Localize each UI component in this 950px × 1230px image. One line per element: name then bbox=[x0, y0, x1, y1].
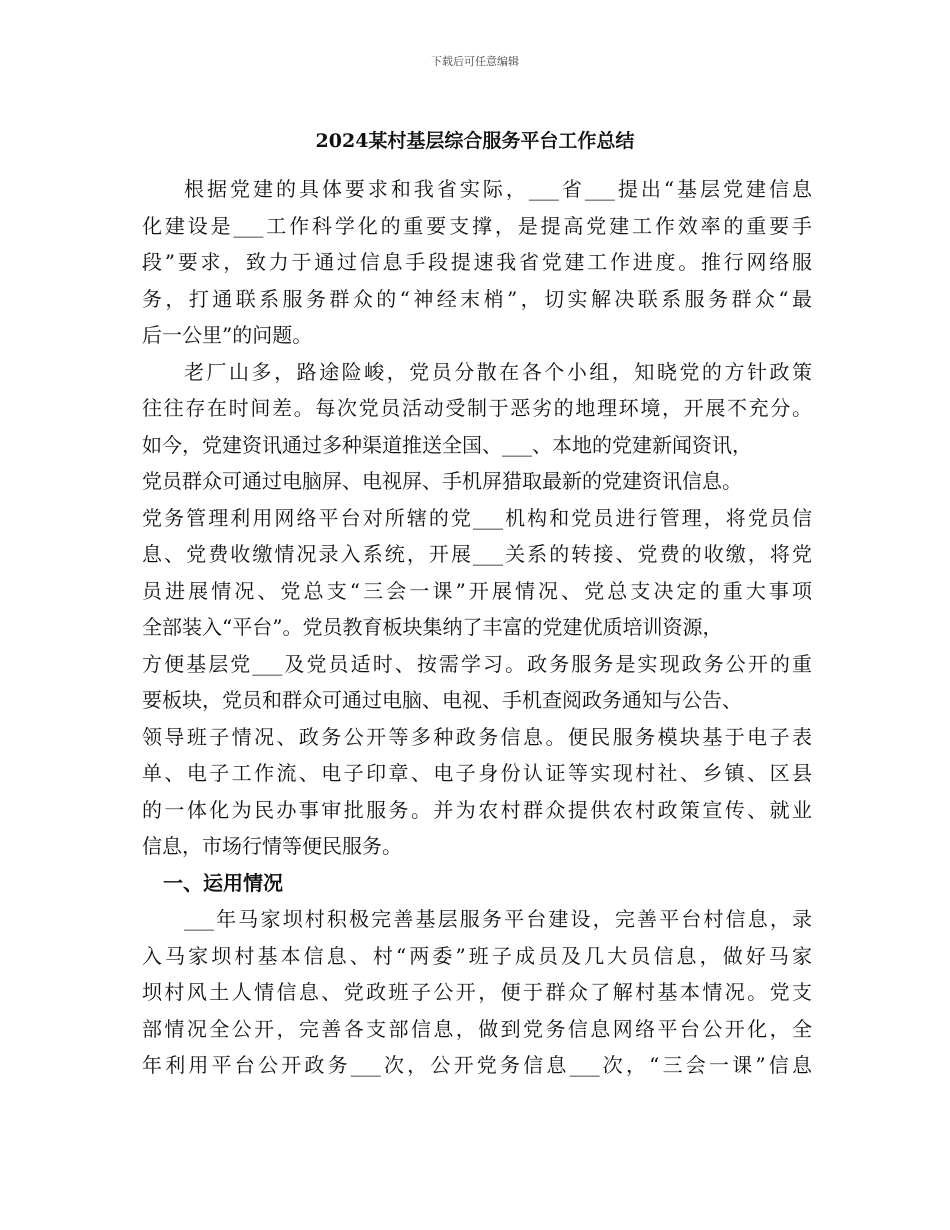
paragraph-line: 息、党费收缴情况录入系统，开展___关系的转接、党费的收缴，将党 bbox=[142, 542, 812, 566]
paragraph-3 bbox=[142, 901, 812, 1084]
paragraph-line: 信息，市场行情等便民服务。 bbox=[142, 834, 402, 858]
paragraph-line: 老厂山多，路途险峻，党员分散在各个小组，知晓党的方针政策 bbox=[184, 359, 812, 384]
paragraph-line: 的一体化为民办事审批服务。并为农村群众提供农村政策宣传、就业 bbox=[142, 797, 812, 822]
paragraph-line: 方便基层党___及党员适时、按需学习。政务服务是实现政务公开的重 bbox=[142, 651, 812, 676]
paragraph-line: 单、电子工作流、电子印章、电子身份认证等实现村社、乡镇、区县 bbox=[142, 761, 812, 785]
paragraph-line: 往往存在时间差。每次党员活动受制于恶劣的地理环境，开展不充分。 bbox=[142, 396, 812, 420]
section-heading: 一、运用情况 bbox=[163, 870, 283, 895]
paragraph-line: 全部装入“平台”。党员教育板块集纳了丰富的党建优质培训资源， bbox=[142, 615, 723, 639]
paragraph-line: 根据党建的具体要求和我省实际，___省___提出“基层党建信息 bbox=[184, 177, 812, 201]
paragraph-line: 领导班子情况、政务公开等多种政务信息。便民服务模块基于电子表 bbox=[142, 724, 812, 749]
paragraph-line: 部情况全公开，完善各支部信息，做到党务信息网络平台公开化，全 bbox=[142, 1016, 812, 1041]
paragraph-line: 员进展情况、党总支“三会一课”开展情况、党总支决定的重大事项 bbox=[142, 578, 812, 603]
paragraph-line: ___年马家坝村积极完善基层服务平台建设，完善平台村信息，录 bbox=[184, 907, 812, 931]
document-body bbox=[142, 171, 812, 1084]
paragraph-line: 坝村风土人情信息、党政班子公开，便于群众了解村基本情况。党支 bbox=[142, 980, 812, 1004]
document-title: 2024某村基层综合服务平台工作总结 bbox=[315, 130, 635, 152]
paragraph-line: 后一公里”的问题。 bbox=[142, 323, 313, 347]
page-header: 下载后可任意编辑 bbox=[431, 55, 519, 68]
paragraph-line: 党员群众可通过电脑屏、电视屏、手机屏猎取最新的党建资讯信息。 bbox=[142, 469, 742, 493]
paragraph-line: 入马家坝村基本信息、村“两委”班子成员及几大员信息，做好马家 bbox=[142, 943, 812, 968]
paragraph-line: 段”要求，致力于通过信息手段提速我省党建工作进度。推行网络服 bbox=[142, 250, 812, 274]
paragraph-1 bbox=[142, 171, 812, 354]
paragraph-line: 党务管理利用网络平台对所辖的党___机构和党员进行管理，将党员信 bbox=[142, 505, 812, 530]
paragraph-2 bbox=[142, 354, 812, 865]
paragraph-line: 化建设是___工作科学化的重要支撑，是提高党建工作效率的重要手 bbox=[142, 213, 812, 238]
paragraph-line: 如今，党建资讯通过多种渠道推送全国、___、本地的党建新闻资讯， bbox=[142, 432, 752, 457]
paragraph-line: 要板块，党员和群众可通过电脑、电视、手机查阅政务通知与公告、 bbox=[142, 688, 742, 712]
paragraph-line: 年利用平台公开政务___次，公开党务信息___次，“三会一课”信息 bbox=[142, 1053, 812, 1077]
section-heading-block bbox=[142, 865, 812, 902]
paragraph-line: 务，打通联系服务群众的“神经末梢”，切实解决联系服务群众“最 bbox=[142, 286, 812, 311]
